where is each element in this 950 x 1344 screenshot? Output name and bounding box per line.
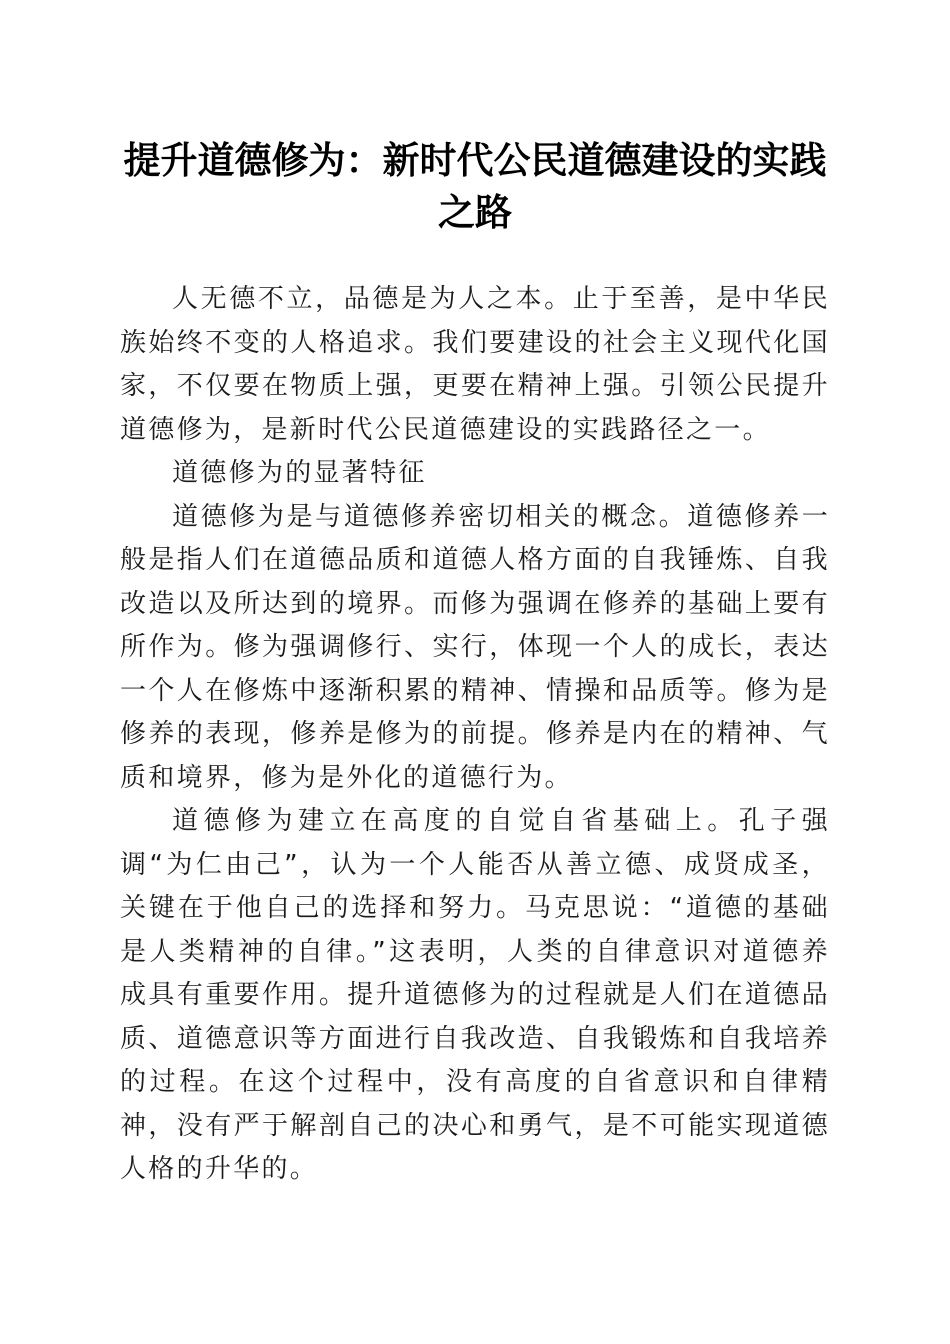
section-subheading: 道德修为的显著特征 [172,458,427,488]
paragraph-intro: 人无德不立，品德是为人之本。止于至善，是中华民族始终不变的人格追求。我们要建设的社会主义现代化国家，不仅要在物质上强，更要在精神上强。引领公民提升道德修为，是新时代公民道德建设的实践路径之一。 [120,284,830,445]
document-body [120,278,830,1192]
paragraph-definition: 道德修为是与道德修养密切相关的概念。道德修养一般是指人们在道德品质和道德人格方面的自我锤炼、自我改造以及所达到的境界。而修为强调在修养的基础上要有所作为。修为强调修行、实行，体现一个人的成长，表达一个人在修炼中逐渐积累的精神、情操和品质等。修为是修养的表现，修养是修为的前提。修养是内在的精神、气质和境界，修为是外化的道德行为。 [120,501,830,793]
document-title: 提升道德修为：新时代公民道德建设的实践之路 [123,138,827,234]
paragraph-self-reflection: 道德修为建立在高度的自觉自省基础上。孔子强调“为仁由己”，认为一个人能否从善立德、成贤成圣，关键在于他自己的选择和努力。马克思说：“道德的基础是人类精神的自律。”这表明，人类的自律意识对道德养成具有重要作用。提升道德修为的过程就是人们在道德品质、道德意识等方面进行自我改造、自我锻炼和自我培养的过程。在这个过程中，没有高度的自省意识和自律精神，没有严于解剖自己的决心和勇气，是不可能实现道德人格的升华的。 [120,806,830,1184]
